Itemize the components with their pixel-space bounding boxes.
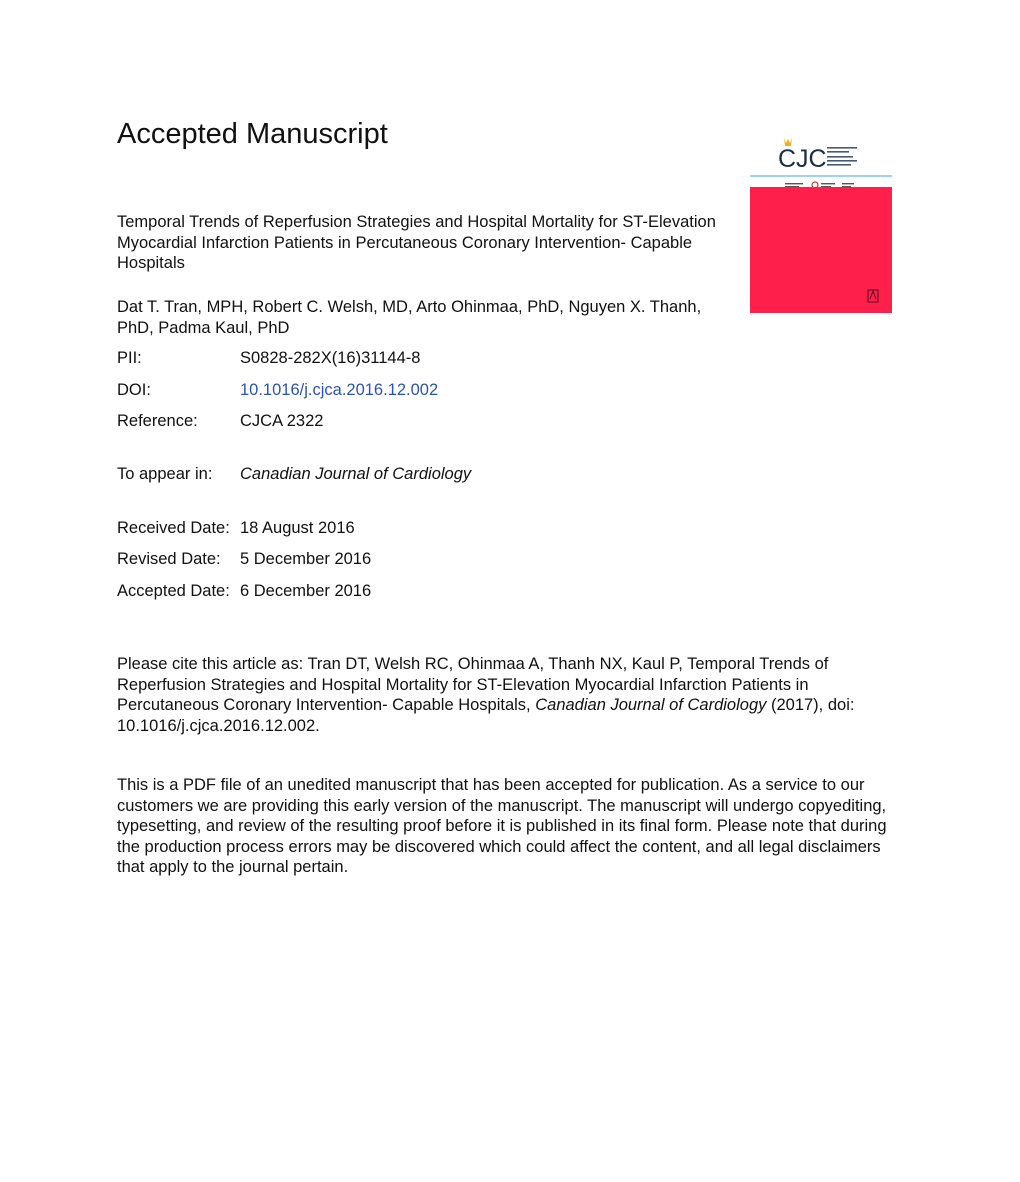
cover-art: [750, 187, 892, 313]
reference-value: CJCA 2322: [240, 412, 324, 430]
revised-date-label: Revised Date:: [117, 550, 221, 568]
cover-body: [750, 187, 892, 313]
appear-in-row: [117, 464, 471, 484]
doi-row: [117, 380, 438, 400]
elsevier-tree-icon: [868, 290, 878, 302]
article-title: Temporal Trends of Reperfusion Strategies and Hospital Mortality for ST-Elevation Myocardial Infarction Patients in Percutaneous Coronary Intervention- Capable Hospitals: [117, 213, 716, 272]
citation-journal: Canadian Journal of Cardiology: [535, 696, 767, 714]
doi-label: DOI:: [117, 381, 151, 399]
journal-name-lines-icon: [827, 147, 857, 166]
doi-link[interactable]: 10.1016/j.cjca.2016.12.002: [240, 381, 439, 399]
citation-suffix: (2017), doi: 10.1016/j.cjca.2016.12.002.: [117, 696, 855, 735]
reference-row: [117, 411, 323, 431]
pii-value: S0828-282X(16)31144-8: [240, 349, 421, 367]
pii-row: [117, 348, 420, 368]
cjc-logo: [750, 133, 892, 175]
received-date-label: Received Date:: [117, 519, 230, 537]
accepted-date-row: [117, 581, 371, 601]
journal-cover: [750, 133, 892, 313]
revised-date-value: 5 December 2016: [240, 550, 372, 568]
reference-label: Reference:: [117, 412, 198, 430]
received-date-row: [117, 518, 355, 538]
accepted-date-label: Accepted Date:: [117, 582, 230, 600]
journal-name: Canadian Journal of Cardiology: [240, 465, 472, 483]
cover-header: [750, 133, 892, 175]
received-date-value: 18 August 2016: [240, 519, 355, 537]
revised-date-row: [117, 549, 371, 569]
accepted-date-value: 6 December 2016: [240, 582, 372, 600]
pii-label: PII:: [117, 349, 142, 367]
article-authors: Dat T. Tran, MPH, Robert C. Welsh, MD, Arto Ohinmaa, PhD, Nguyen X. Thanh, PhD, Padma Kaul, PhD: [117, 298, 702, 337]
cjc-logo-text: CJC: [778, 145, 827, 173]
disclaimer: This is a PDF file of an unedited manuscript that has been accepted for publication. As a service to our customers we are providing this early version of the manuscript. The manuscript will undergo copyediting, typesetting, and review of the resulting proof before it is published in its final form. Please note that during the production process errors may be discovered which could affect the content, and all legal disclaimers that apply to the journal pertain.: [117, 776, 887, 876]
citation: [117, 654, 897, 736]
appear-in-label: To appear in:: [117, 465, 213, 483]
citation-prefix: Please cite this article as: Tran DT, Welsh RC, Ohinmaa A, Thanh NX, Kaul P, Temporal Trends of Reperfusion Strategies and Hospital Mortality for ST-Elevation Myocardial Infarction Patients in Percutaneous Coronary Intervention- Capable Hospitals,: [117, 655, 829, 714]
cover-info-strip: [750, 177, 892, 187]
page-heading: Accepted Manuscript: [117, 118, 388, 150]
